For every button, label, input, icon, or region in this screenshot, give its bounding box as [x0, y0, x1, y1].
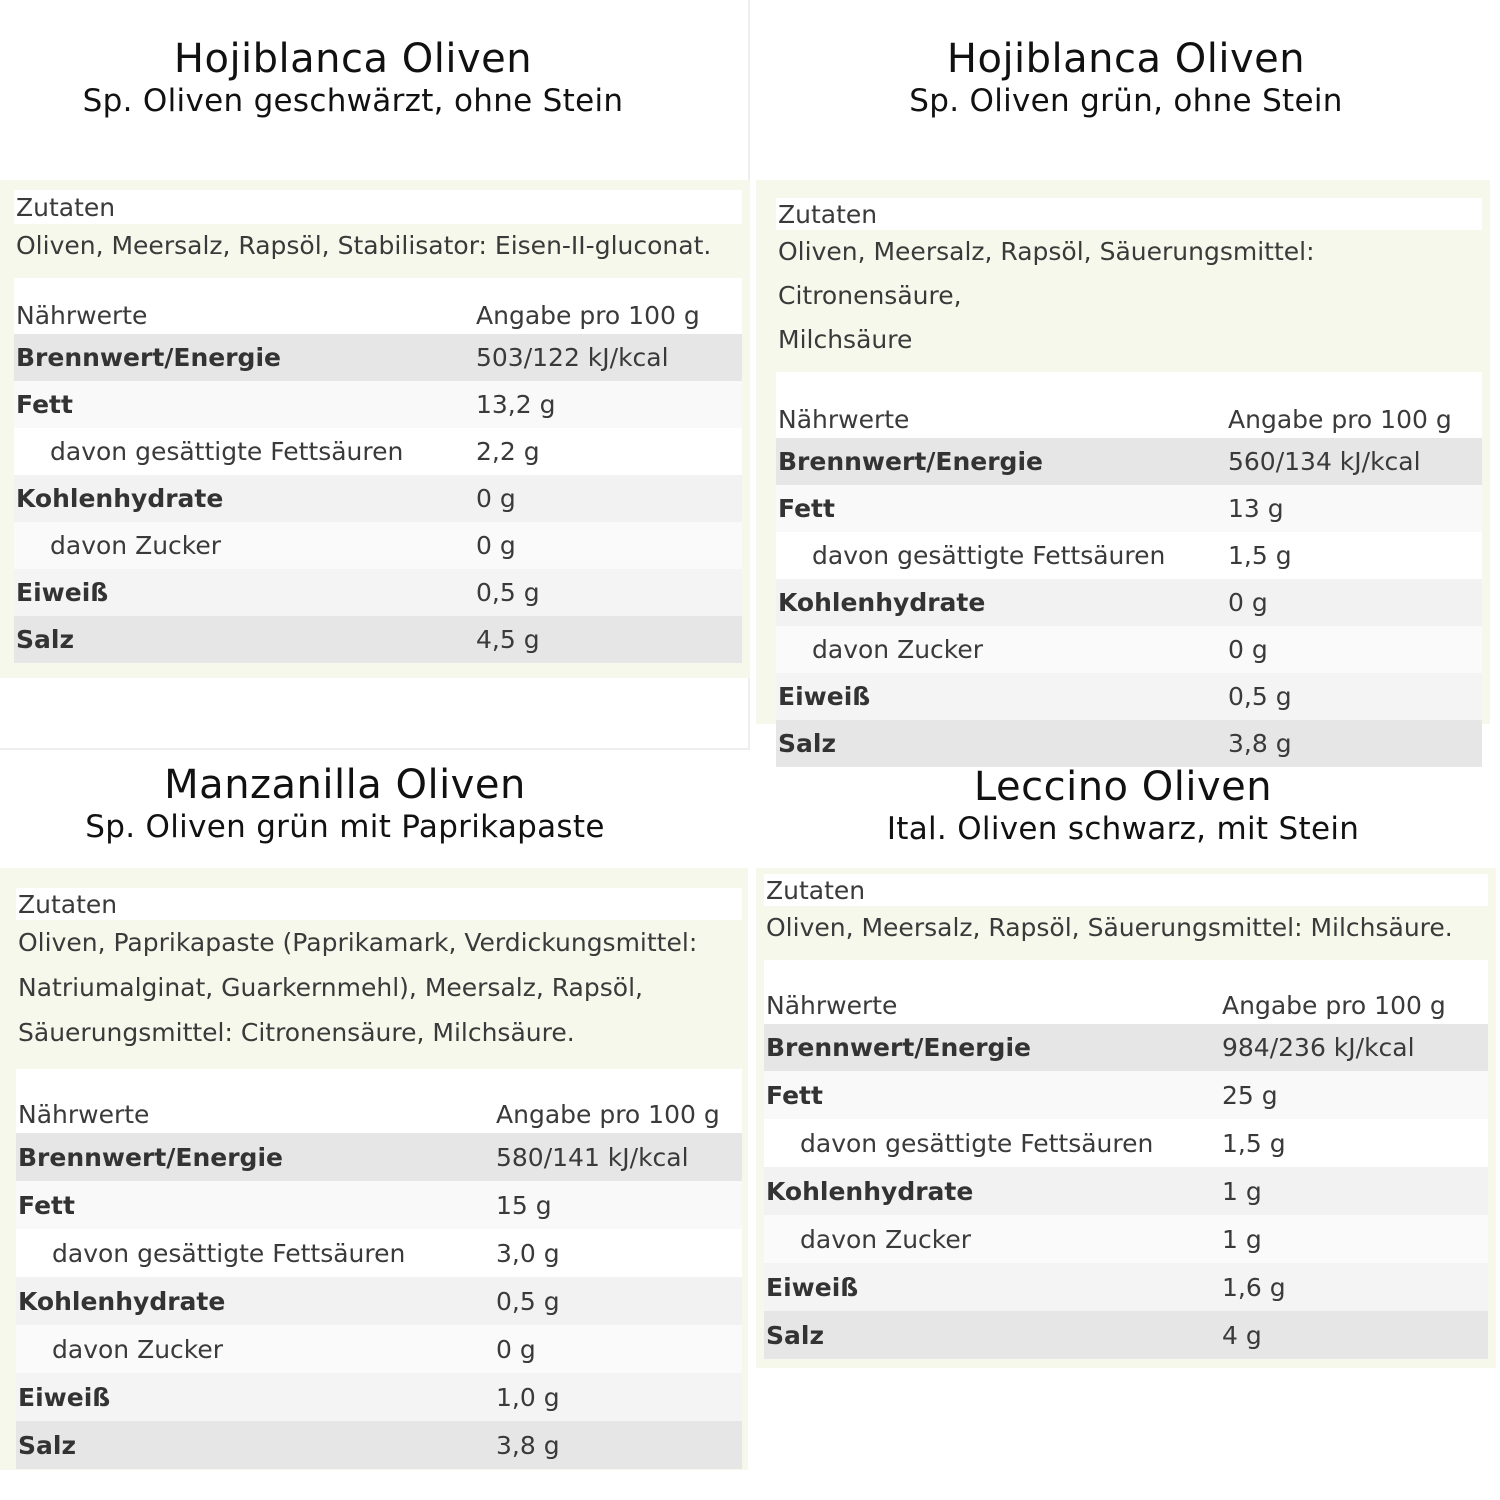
nutrient-value: 0 g [496, 1334, 536, 1364]
nutrition-header-value: Angabe pro 100 g [1228, 405, 1452, 434]
nutrient-name: Fett [18, 1190, 75, 1220]
table-row [764, 1071, 1488, 1119]
nutrition-header-row [14, 290, 742, 334]
nutrition-header-value: Angabe pro 100 g [496, 1100, 720, 1129]
nutrition-table [776, 372, 1482, 767]
nutrient-name: Brennwert/Energie [16, 343, 281, 372]
table-row [776, 626, 1482, 673]
nutrient-value: 1 g [1222, 1176, 1262, 1206]
nutrition-header-row [764, 980, 1488, 1024]
product-heading [746, 764, 1500, 848]
ingredients-line: Säuerungsmittel: Citronensäure, Milchsäure. [18, 1018, 575, 1047]
product-subtitle: Sp. Oliven grün mit Paprikapaste [85, 809, 605, 845]
nutrition-header-row [16, 1089, 742, 1133]
nutrient-name: Eiweiß [778, 682, 871, 711]
nutrient-value: 1,6 g [1222, 1272, 1286, 1302]
nutrient-value: 1,0 g [496, 1382, 560, 1412]
nutrient-value: 3,8 g [1228, 729, 1292, 758]
nutrient-name: davon Zucker [50, 531, 222, 560]
table-row [16, 1325, 742, 1373]
nutrient-name: davon Zucker [800, 1224, 972, 1254]
nutrition-header-value: Angabe pro 100 g [1222, 991, 1446, 1020]
ingredients-line: Oliven, Meersalz, Rapsöl, Säuerungsmittel: Citronensäure, [778, 237, 1315, 310]
product-heading [752, 36, 1500, 120]
info-box [0, 180, 750, 678]
nutrient-name: Fett [766, 1080, 823, 1110]
table-row [16, 1373, 742, 1421]
product-panel-leccino [750, 750, 1500, 1500]
table-row [776, 673, 1482, 720]
info-box [0, 868, 748, 1470]
nutrient-name: Brennwert/Energie [778, 447, 1043, 476]
ingredients-label: Zutaten [16, 888, 742, 920]
nutrient-name: Brennwert/Energie [18, 1142, 283, 1172]
nutrient-value: 1 g [1222, 1224, 1262, 1254]
nutrient-value: 503/122 kJ/kcal [476, 343, 669, 372]
nutrient-value: 15 g [496, 1190, 552, 1220]
nutrient-name: Kohlenhydrate [778, 588, 986, 617]
table-row [764, 1215, 1488, 1263]
nutrient-name: Eiweiß [16, 578, 109, 607]
ingredients-line: Oliven, Paprikapaste (Paprikamark, Verdickungsmittel: [18, 928, 698, 957]
nutrient-value: 1,5 g [1222, 1128, 1286, 1158]
table-row [764, 1311, 1488, 1359]
nutrient-name: Kohlenhydrate [766, 1176, 974, 1206]
nutrient-value: 4,5 g [476, 625, 540, 654]
table-row [776, 532, 1482, 579]
product-heading [0, 762, 750, 846]
ingredients-text [16, 920, 742, 1055]
product-panel-hojiblanca-black [0, 0, 750, 750]
nutrient-value: 0,5 g [476, 578, 540, 607]
nutrition-table [16, 1069, 742, 1469]
nutrient-value: 1,5 g [1228, 541, 1292, 570]
ingredients-line: Natriumalginat, Guarkernmehl), Meersalz, Rapsöl, [18, 973, 643, 1002]
table-row [16, 1421, 742, 1469]
nutrient-value: 984/236 kJ/kcal [1222, 1033, 1415, 1062]
table-row [14, 428, 742, 475]
nutrient-name: Kohlenhydrate [16, 484, 224, 513]
nutrition-table [14, 278, 742, 663]
nutrient-name: davon Zucker [812, 635, 984, 664]
table-row [16, 1277, 742, 1325]
nutrient-name: Salz [766, 1320, 824, 1350]
nutrient-value: 2,2 g [476, 437, 540, 466]
nutrient-name: davon gesättigte Fettsäuren [52, 1238, 406, 1268]
product-name: Hojiblanca Oliven [173, 36, 533, 82]
ingredients-label: Zutaten [776, 198, 1482, 230]
ingredients-label: Zutaten [764, 874, 1488, 906]
nutrient-name: davon gesättigte Fettsäuren [812, 541, 1166, 570]
ingredients-text [776, 230, 1482, 362]
nutrition-header-row [776, 394, 1482, 438]
nutrient-name: davon gesättigte Fettsäuren [800, 1128, 1154, 1158]
nutrition-header-label: Nährwerte [766, 991, 898, 1020]
nutrient-value: 4 g [1222, 1320, 1262, 1350]
nutrient-value: 0 g [1228, 635, 1268, 664]
info-box [756, 180, 1490, 758]
nutrient-value: 13 g [1228, 494, 1284, 523]
ingredients-line: Milchsäure [778, 325, 913, 354]
product-name: Leccino Oliven [973, 764, 1273, 810]
product-name: Manzanilla Oliven [164, 762, 526, 808]
table-row [14, 569, 742, 616]
table-row [764, 1024, 1488, 1071]
ingredients-text [764, 906, 1488, 950]
table-row [14, 616, 742, 663]
table-row [776, 438, 1482, 485]
nutrient-name: Salz [778, 729, 836, 758]
nutrient-value: 3,8 g [496, 1430, 560, 1460]
product-heading [0, 36, 750, 120]
product-subtitle: Ital. Oliven schwarz, mit Stein [886, 811, 1360, 847]
nutrition-header-label: Nährwerte [18, 1100, 150, 1129]
nutrition-header-label: Nährwerte [16, 301, 148, 330]
nutrient-name: Eiweiß [18, 1382, 111, 1412]
table-row [764, 1263, 1488, 1311]
nutrient-name: Salz [16, 625, 74, 654]
nutrition-header-label: Nährwerte [778, 405, 910, 434]
product-subtitle: Sp. Oliven grün, ohne Stein [909, 83, 1343, 119]
nutrient-value: 25 g [1222, 1080, 1278, 1110]
ingredients-text [14, 224, 742, 268]
nutrient-value: 0,5 g [496, 1286, 560, 1316]
table-row [776, 579, 1482, 626]
nutrient-value: 13,2 g [476, 390, 556, 419]
table-row [16, 1181, 742, 1229]
ingredients-line: Oliven, Meersalz, Rapsöl, Stabilisator: Eisen-II-gluconat. [16, 231, 712, 260]
nutrient-value: 0 g [476, 531, 516, 560]
nutrition-header-value: Angabe pro 100 g [476, 301, 700, 330]
nutrient-value: 560/134 kJ/kcal [1228, 447, 1421, 476]
nutrient-name: Fett [16, 390, 73, 419]
nutrient-value: 3,0 g [496, 1238, 560, 1268]
product-panel-manzanilla [0, 750, 750, 1500]
nutrient-name: davon gesättigte Fettsäuren [50, 437, 404, 466]
product-panel-hojiblanca-green [750, 0, 1500, 758]
table-row [14, 475, 742, 522]
product-subtitle: Sp. Oliven geschwärzt, ohne Stein [82, 83, 624, 119]
nutrient-value: 0,5 g [1228, 682, 1292, 711]
nutrient-name: Eiweiß [766, 1272, 859, 1302]
nutrient-name: davon Zucker [52, 1334, 224, 1364]
nutrient-value: 580/141 kJ/kcal [496, 1142, 689, 1172]
table-row [764, 1119, 1488, 1167]
product-name: Hojiblanca Oliven [946, 36, 1306, 82]
ingredients-label: Zutaten [14, 190, 742, 224]
nutrient-name: Kohlenhydrate [18, 1286, 226, 1316]
nutrient-name: Fett [778, 494, 835, 523]
ingredients-line: Oliven, Meersalz, Rapsöl, Säuerungsmittel: Milchsäure. [766, 913, 1453, 942]
nutrient-name: Salz [18, 1430, 76, 1460]
table-row [14, 334, 742, 381]
table-row [776, 485, 1482, 532]
nutrient-value: 0 g [1228, 588, 1268, 617]
table-row [14, 522, 742, 569]
table-row [16, 1133, 742, 1181]
info-box [756, 868, 1496, 1368]
table-row [764, 1167, 1488, 1215]
table-row [16, 1229, 742, 1277]
nutrition-table [764, 960, 1488, 1359]
table-row [14, 381, 742, 428]
nutrient-value: 0 g [476, 484, 516, 513]
nutrient-name: Brennwert/Energie [766, 1033, 1031, 1062]
